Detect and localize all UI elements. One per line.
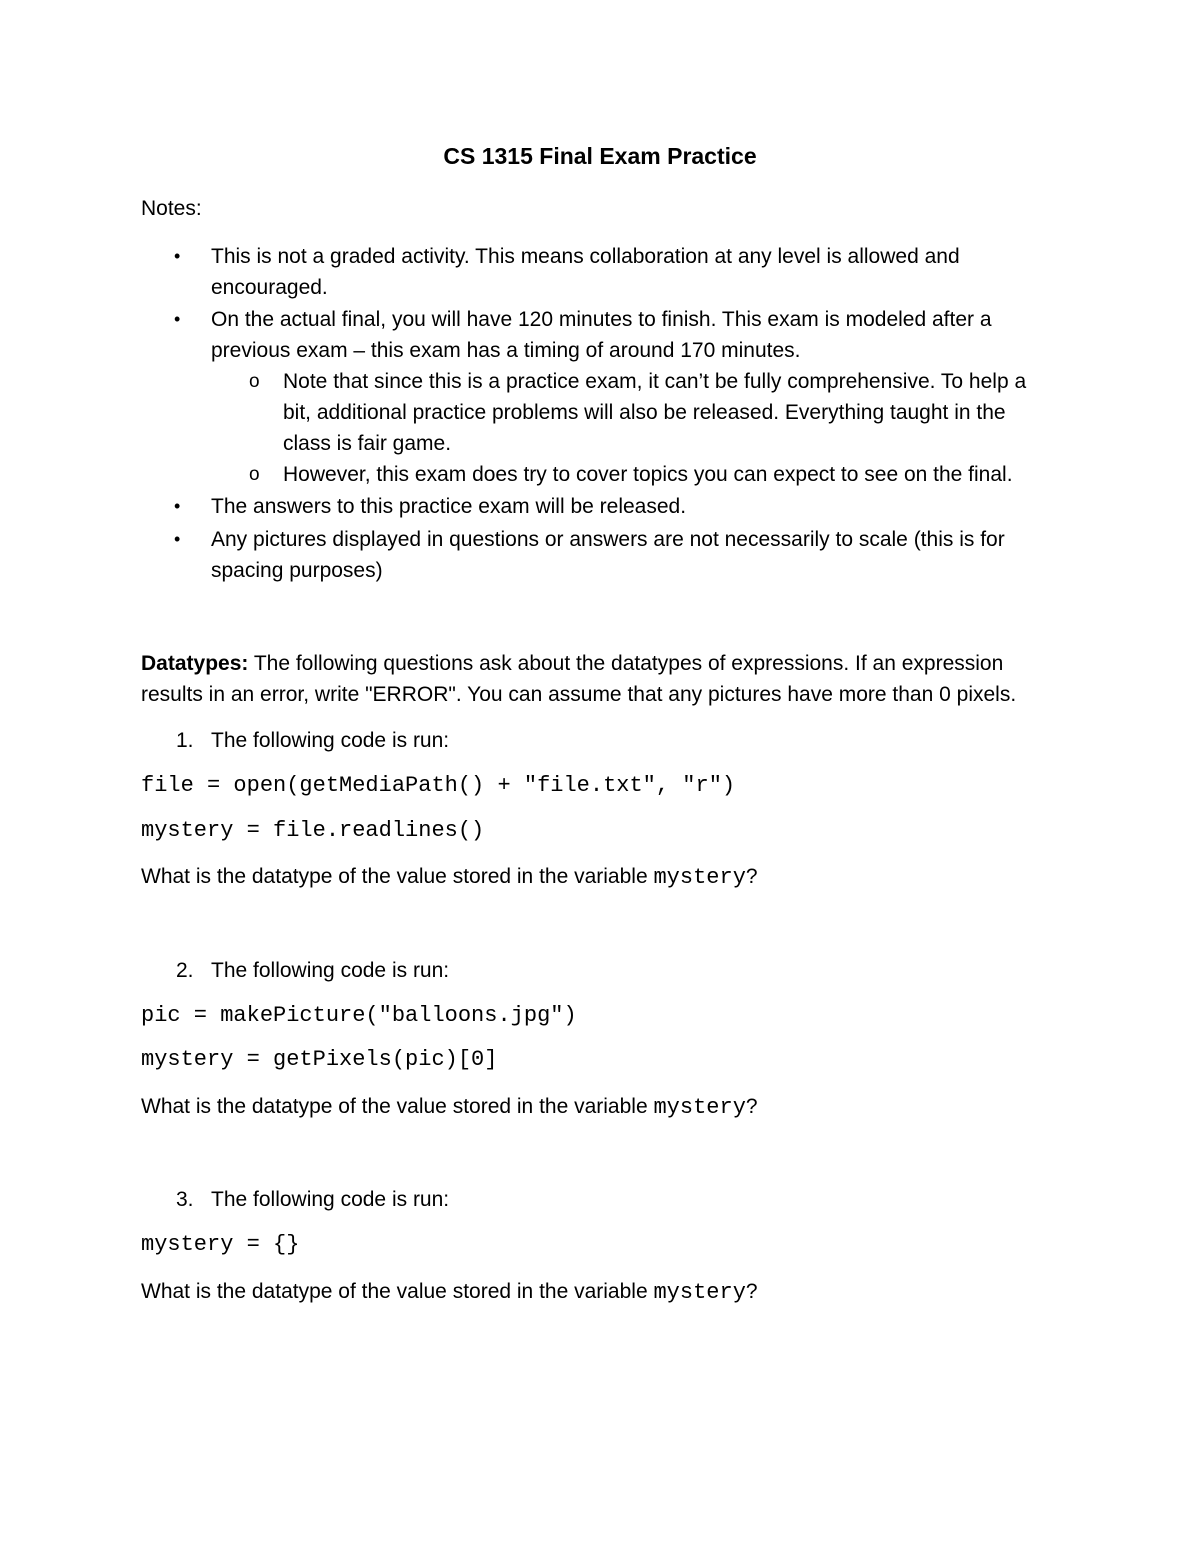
note-text: However, this exam does try to cover topics you can expect to see on the final. bbox=[283, 463, 1013, 486]
bullet-icon: • bbox=[174, 529, 181, 549]
variable-name: mystery bbox=[653, 865, 746, 890]
question-prompt: The following code is run: bbox=[211, 1188, 450, 1211]
note-text: Note that since this is a practice exam, it can’t be fully comprehensive. To help a bbox=[283, 370, 1027, 393]
page-title: CS 1315 Final Exam Practice bbox=[443, 143, 757, 169]
sub-bullet-icon: o bbox=[249, 371, 260, 392]
note-text: class is fair game. bbox=[283, 432, 452, 455]
note-text: encouraged. bbox=[211, 276, 328, 299]
notes-label: Notes: bbox=[141, 197, 202, 220]
section-intro bbox=[141, 648, 1003, 679]
question-body: What is the datatype of the value stored in the variable bbox=[141, 1280, 654, 1303]
code-line: mystery = {} bbox=[141, 1232, 300, 1257]
section-intro-text: results in an error, write "ERROR". You can assume that any pictures have more than 0 pixels. bbox=[141, 683, 1017, 706]
note-text: This is not a graded activity. This means collaboration at any level is allowed and bbox=[211, 245, 960, 268]
note-text: On the actual final, you will have 120 minutes to finish. This exam is modeled after a bbox=[211, 308, 992, 331]
question-body: What is the datatype of the value stored in the variable bbox=[141, 1095, 654, 1118]
question-body: What is the datatype of the value stored in the variable bbox=[141, 865, 654, 888]
code-line: pic = makePicture("balloons.jpg") bbox=[141, 1003, 577, 1028]
section-heading: Datatypes: bbox=[141, 652, 249, 675]
sub-bullet-icon: o bbox=[249, 464, 260, 485]
note-text: previous exam – this exam has a timing of around 170 minutes. bbox=[211, 339, 801, 362]
question-mark: ? bbox=[745, 1095, 758, 1118]
variable-name: mystery bbox=[653, 1095, 746, 1120]
question-text bbox=[141, 1091, 758, 1123]
note-text: Any pictures displayed in questions or answers are not necessarily to scale (this is for bbox=[211, 528, 1005, 551]
variable-name: mystery bbox=[653, 1280, 746, 1305]
question-number: 1. bbox=[176, 729, 194, 752]
question-prompt: The following code is run: bbox=[211, 959, 450, 982]
note-text: bit, additional practice problems will also be released. Everything taught in the bbox=[283, 401, 1006, 424]
bullet-icon: • bbox=[174, 496, 181, 516]
section-intro-text: The following questions ask about the datatypes of expressions. If an expression bbox=[248, 652, 1004, 675]
code-line: file = open(getMediaPath() + "file.txt", "r") bbox=[141, 773, 736, 798]
question-mark: ? bbox=[745, 865, 758, 888]
question-text bbox=[141, 1276, 758, 1308]
question-mark: ? bbox=[745, 1280, 758, 1303]
bullet-icon: • bbox=[174, 309, 181, 329]
note-text: spacing purposes) bbox=[211, 559, 383, 582]
question-text bbox=[141, 861, 758, 893]
code-line: mystery = getPixels(pic)[0] bbox=[141, 1047, 498, 1072]
note-text: The answers to this practice exam will be released. bbox=[211, 495, 687, 518]
question-number: 3. bbox=[176, 1188, 194, 1211]
code-line: mystery = file.readlines() bbox=[141, 818, 485, 843]
question-prompt: The following code is run: bbox=[211, 729, 450, 752]
bullet-icon: • bbox=[174, 246, 181, 266]
question-number: 2. bbox=[176, 959, 194, 982]
